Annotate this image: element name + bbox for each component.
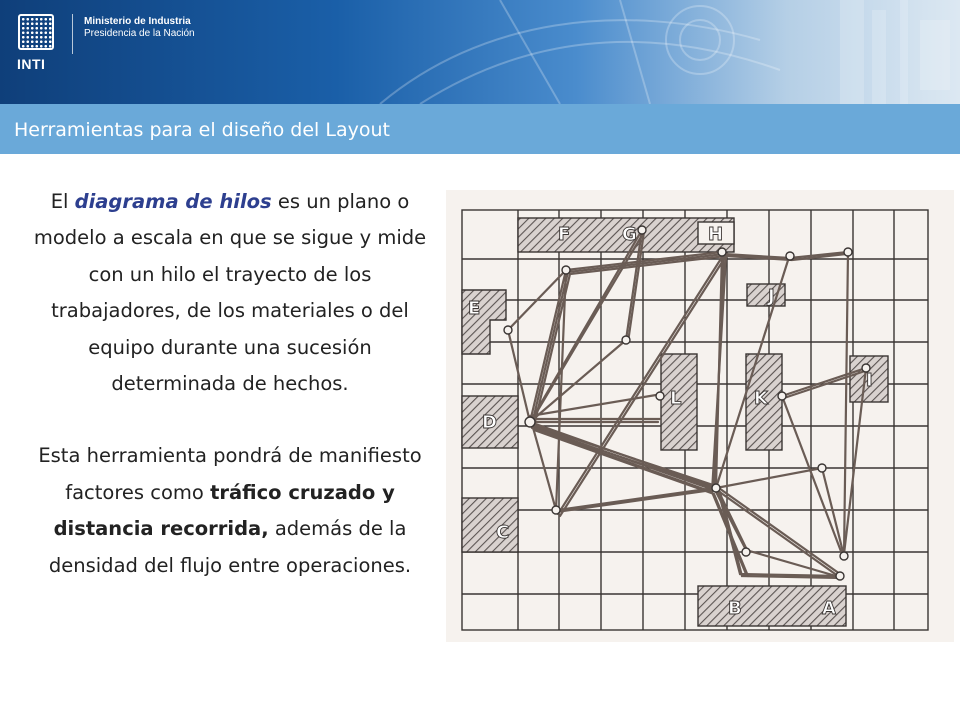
paragraph-1-text-a: El: [50, 190, 75, 213]
paragraph-purpose: [28, 438, 432, 584]
label-l: L: [670, 388, 682, 409]
header-banner: [0, 0, 960, 104]
label-k: K: [754, 388, 768, 409]
term-diagrama-de-hilos: diagrama de hilos: [74, 190, 272, 213]
inti-logo-text: INTI: [17, 56, 46, 72]
label-h: H: [708, 224, 724, 245]
label-b: B: [728, 598, 742, 619]
paragraph-2-text-b: además de la densidad del flujo entre operaciones.: [48, 517, 412, 577]
paragraph-2-text-a: Esta herramienta pondrá de manifiesto factores como: [38, 444, 422, 504]
string-diagram-figure: [446, 190, 954, 642]
string-diagram: [446, 190, 954, 642]
station-c-block: [462, 498, 518, 552]
label-e: E: [468, 298, 481, 319]
slide-title-bar: [0, 104, 960, 154]
label-g: G: [622, 224, 637, 245]
slide-body: [28, 184, 432, 584]
label-j: J: [768, 286, 775, 307]
label-c: C: [496, 522, 510, 543]
inti-logo-icon: [18, 14, 54, 50]
label-i: I: [866, 370, 873, 391]
ministry-line-1: Ministerio de Industria: [84, 16, 191, 27]
label-d: D: [482, 412, 497, 433]
slide-title: Herramientas para el diseño del Layout: [14, 119, 390, 141]
label-a: A: [822, 598, 836, 619]
ministry-line-2: Presidencia de la Nación: [84, 28, 195, 39]
header-divider: [72, 14, 73, 54]
paragraph-definition: [28, 184, 432, 402]
ministry-label: [84, 16, 195, 40]
paragraph-1-text-b: es un plano o modelo a escala en que se sigue y mide con un hilo el trayecto de los trabajadores, de los materiales o del equipo durante una sucesión determinada de hechos.: [33, 190, 427, 396]
label-f: F: [558, 224, 571, 245]
term-trafico-cruzado: tráfico cruzado y distancia recorrida,: [53, 480, 395, 541]
